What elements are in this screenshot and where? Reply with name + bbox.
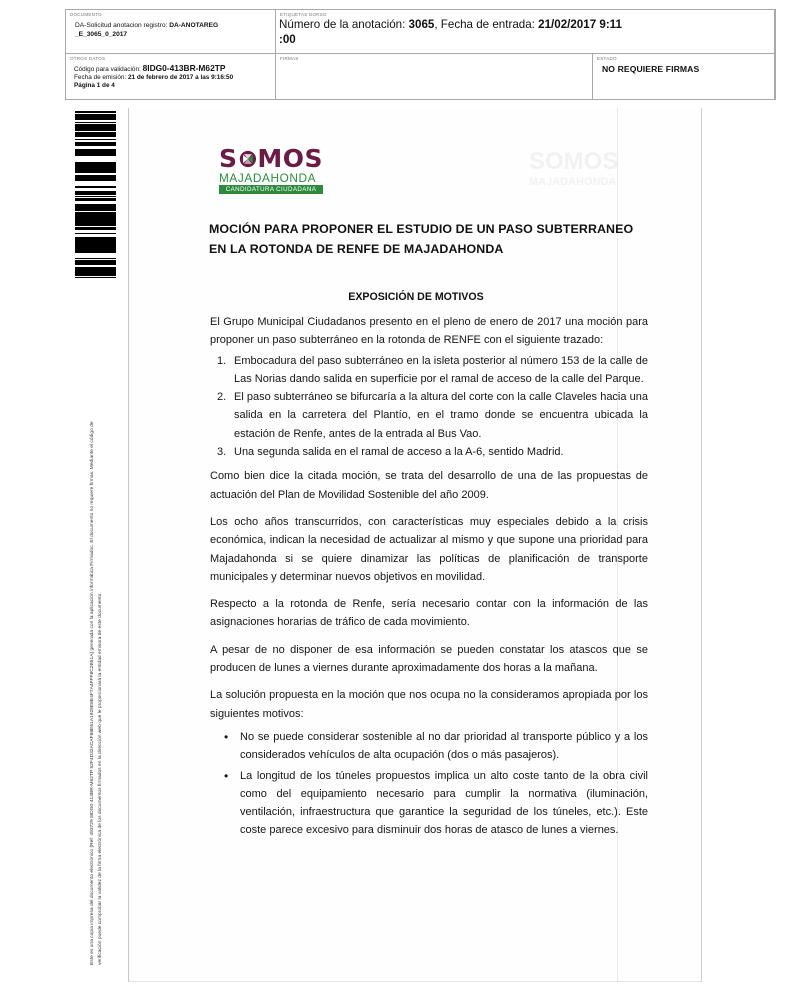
barcode-bar [75,162,116,164]
etiquetas-cell [276,10,775,54]
barcode-bar [75,271,116,274]
paragraph-crisis: Los ocho años transcurridos, con características muy especiales debido a la crisis económica, indican la necesidad de actualizar al mismo y que supone una prioridad para Majadahonda si se quiere dinamizar las políticas de planificación de transporte municipales y determinar nuevos objetivos en movilidad. [210,515,648,583]
firmas-cell [276,54,593,100]
barcode-bar [75,274,116,276]
barcode-bar [75,192,116,193]
barcode-bar [75,171,116,173]
barcode-bar [75,194,116,195]
barcode-bar [75,151,116,153]
barcode-bar [75,187,116,188]
intro-paragraph: El Grupo Municipal Ciudadanos presento en el pleno de enero de 2017 una moción para proponer un paso subterráneo en la rotonda de RENFE con el siguiente trazado: [210,316,648,347]
barcode-bar [75,142,116,144]
anotacion-prefix: Número de la anotación: [279,18,409,31]
barcode-bar [75,269,116,270]
bullet-text: La longitud de los túneles propuestos implica un alto coste tanto de la obra civil como del equipamiento necesario para cumplir la normativa (iluminación, ventilación, infraestructura que garantice la seguridad de los túneles, etc.). Este coste parece excesivo para disminuir dos horas de atasco de lunes a viernes. [240,769,648,837]
barcode-bar [75,139,116,140]
otros-datos-cell [66,54,276,100]
barcode-bar [75,191,116,192]
barcode [75,110,116,278]
barcode-bar [75,213,116,216]
barcode-bar [75,169,116,171]
ghost-logo-line-1: SOMOS [529,148,619,175]
barcode-bar [75,124,116,126]
barcode-bar [75,239,116,242]
numbered-item [210,443,648,461]
document-title: MOCIÓN PARA PROPONER EL ESTUDIO DE UN PASO SUBTERRANEO EN LA ROTONDA DE RENFE DE MAJADAHONDA [209,222,634,256]
numbered-list [210,352,648,462]
codigo-validacion: 8IDG0-413BR-M62TP [142,63,226,73]
item-text: El paso subterráneo se bifurcaría a la altura del corte con la calle Claveles hacia una salida en la carretera del Plantío, en el tramo donde se encuentra ubicada la estación de Renfe, antes de la entrada al Bus Vao. [234,391,648,440]
barcode-bar [75,175,116,177]
paragraph-plan-movilidad: Como bien dice la citada moción, se trata del desarrollo de una de las propuestas de actuación del Plan de Movilidad Sostenible del año 2009. [210,470,648,501]
barcode-bar [75,212,116,213]
logo-wordmark [219,145,323,172]
numbered-item [210,388,648,443]
numbered-item [210,352,648,389]
barcode-bar [75,260,116,262]
barcode-bar [75,210,116,211]
paragraph-rotonda: Respecto a la rotonda de Renfe, sería necesario contar con la información de las asignaciones horarias de tráfico de cada movimiento. [210,598,648,629]
barcode-bar [75,145,116,146]
logo-band: CANDIDATURA CIUDADANA [219,185,323,194]
barcode-bar [75,133,116,135]
bullet-item [210,767,648,840]
item-number: 1. [217,354,227,367]
item-number: 3. [217,446,227,459]
fecha-entrada: 21/02/2017 9:11 [538,18,622,31]
barcode-bar [75,199,116,200]
verification-side-text [89,305,105,965]
bullet-dot-icon: • [224,768,229,783]
side-text-line-2: verificación puede comprobar la validez de la firma electrónica de los documentos firmados en la dirección web que le proporcionará la entidad emisora de este documento. [98,592,103,965]
anotacion-text [279,17,622,47]
barcode-bar [75,144,116,145]
barcode-bar [75,242,116,243]
barcode-bar [75,193,116,194]
documento-prefix: DA-Solicitud anotacion registro: [75,22,170,29]
barcode-bar [75,277,116,278]
documento-code-2: _E_3065_0_2017 [75,31,128,38]
bullet-dot-icon: • [224,729,229,744]
barcode-bar [75,166,116,169]
barcode-bar [75,248,116,250]
barcode-bar [75,180,116,181]
barcode-bar [75,258,116,259]
barcode-bar [75,154,116,156]
documento-label: DOCUMENTO [70,12,102,17]
barcode-bar [75,132,116,133]
logo-text-right: MOS [257,144,323,173]
barcode-bar [75,237,116,239]
barcode-bar [75,264,116,265]
barcode-bar [75,149,116,150]
item-number: 2. [217,391,227,404]
fecha-emision-label: Fecha de emisión: [74,74,128,81]
barcode-bar [75,216,116,217]
barcode-bar [75,262,116,263]
scanned-page [128,108,702,982]
document-body [210,313,648,842]
paragraph-atascos: A pesar de no disponer de esa información se pueden constatar los atascos que se producen de lunes a viernes durante aproximadamente dos horas a la mañana. [210,643,648,675]
barcode-bar [75,267,116,269]
barcode-bar [75,112,116,113]
fecha-entrada-seconds: :00 [279,33,296,46]
logo-city: MAJADAHONDA [219,171,317,185]
barcode-bar [75,114,116,116]
barcode-bar [75,207,116,208]
estado-value: NO REQUIERE FIRMAS [602,64,700,74]
etiquetas-label: ETIQUETAS DORSO [280,12,327,17]
item-text: Una segunda salida en el ramal de acceso a la A-6, sentido Madrid. [234,446,564,459]
barcode-bar [75,135,116,137]
logo-o-mark-icon [239,148,257,170]
codigo-validacion-label: Código para validación: [74,66,143,73]
barcode-bar [75,200,116,201]
barcode-bar [75,150,116,151]
side-text-line-1: Este es una copia impresa del documento electrónico (Ref: 493729 8IDG0-413BR-M62TP 52F4D32ACAF88E61A1925E8E4F7A4FFF8C2B51A) generada con la aplicación informática Firmadoc. El documento no requiere firmas. Mediante el código de [90,421,95,965]
barcode-bar [75,128,116,131]
barcode-bar [75,263,116,264]
fecha-entrada-prefix: , Fecha de entrada: [434,18,539,31]
documento-cell [66,10,276,54]
bullet-item [210,728,648,765]
header-table [65,9,776,100]
barcode-bar [75,119,116,120]
barcode-bar [75,252,116,253]
barcode-bar [75,243,116,246]
fecha-emision: 21 de febrero de 2017 a las 9:16:50 [128,74,234,81]
barcode-bar [75,126,116,128]
somos-majadahonda-logo [219,145,323,194]
otros-datos-value [74,64,233,90]
logo-text-left: S [219,144,238,173]
barcode-bar [75,250,116,252]
barcode-bar [75,198,116,199]
barcode-bar [75,246,116,248]
barcode-bar [75,111,116,112]
barcode-bar [75,186,116,187]
barcode-bar [75,233,116,234]
documento-value [75,21,218,39]
barcode-bar [75,116,116,119]
barcode-bar [75,165,116,166]
estado-label: ESTADO [597,56,617,61]
barcode-bar [75,153,116,154]
documento-code: DA-ANOTAREG [169,22,219,29]
ghost-logo-line-2: MAJADAHONDA [529,176,617,188]
barcode-bar [75,217,116,220]
barcode-bar [75,270,116,271]
barcode-bar [75,122,116,123]
otros-datos-label: OTROS DATOS [70,56,106,61]
firmas-label: FIRMAS [280,56,299,61]
estado-cell [593,54,775,100]
bullet-text: No se puede considerar sostenible al no dar prioridad al transporte público y a los considerados vehículos de alta ocupación (dos o más pasajeros). [240,730,648,762]
bullet-list [210,728,648,840]
barcode-bar [75,220,116,223]
barcode-bar [75,177,116,180]
barcode-bar [75,208,116,210]
barcode-bar [75,204,116,207]
pagina-indicator: Página 1 de 4 [74,82,115,89]
section-heading: EXPOSICIÓN DE MOTIVOS [348,291,484,303]
barcode-bar [75,223,116,226]
barcode-bar [75,164,116,165]
barcode-bar [75,227,116,230]
barcode-bar [75,196,116,197]
anotacion-number: 3065 [408,18,435,31]
item-text: Embocadura del paso subterráneo en la isleta posterior al número 153 de la calle de Las Norias dando salida en superficie por el ramal de acceso de la calle del Parque. [234,354,648,385]
paragraph-solucion: La solución propuesta en la moción que nos ocupa no la consideramos apropiada por los siguientes motivos: [210,689,648,720]
